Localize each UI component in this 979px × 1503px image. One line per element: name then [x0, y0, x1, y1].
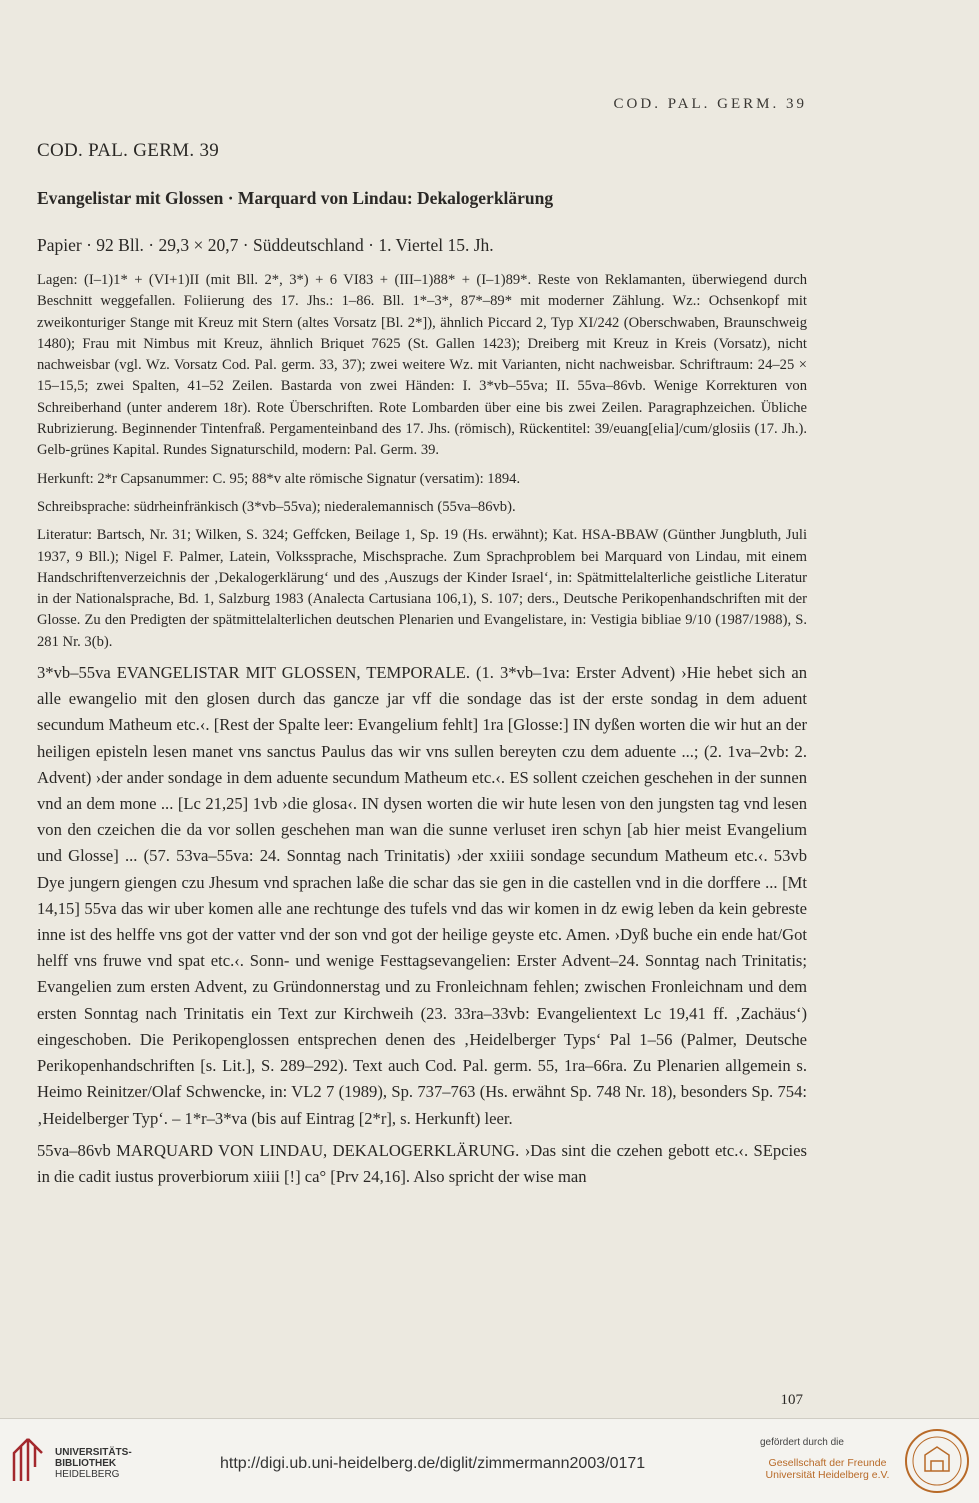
main-title: Evangelistar mit Glossen · Marquard von Lindau: Dekalogerklärung	[37, 188, 554, 208]
society-seal-icon	[903, 1427, 971, 1495]
code-title: COD. PAL. GERM. 39	[37, 140, 220, 161]
funded-by-label: gefördert durch die	[760, 1437, 844, 1448]
text-block	[37, 140, 807, 1196]
herkunft-paragraph: Herkunft: 2*r Capsanummer: C. 95; 88*v alte römische Signatur (versatim): 1894.	[37, 470, 521, 487]
library-logo-icon	[8, 1435, 48, 1485]
section-evangelistar: 3*vb–55va EVANGELISTAR MIT GLOSSEN, TEMPORALE. (1. 3*vb–1va: Erster Advent) ›Hie hebet sich an alle ewangelio mit den glosen durch das gancze jar vff die sondage das ist der erste sondag in dem aduent secundum Matheum etc.‹. [Rest der Spalte leer: Evangelium fehlt] 1ra [Glosse:] IN dyßen worten die wir hut an der heiligen episteln lesen manet vns sanctus Paulus das wir vns sullen bereyten czu dem aduente ...; (2. 1va–2vb: 2. Advent) ›der ander sondage in dem aduente secundum Matheum etc.‹. ES sollent czeichen geschehen in der sunnen vnd an dem mone ... [Lc 21,25] 1vb ›die glosa‹. IN dysen worten die wir hute lesen von den jungsten tag vnd lesen von den czeichen die da vor sollen geschehen man wan die sunne verluset iren schyn [ab hier meist Evangelium und Glosse] ... (57. 53va–55va: 24. Sonntag nach Trinitatis) ›der xxiiii sondage secundum Matheum etc.‹. 53vb Dye jungern giengen czu Jhesum vnd sprachen laße die schar das sie gen in die castellen vnd in die dorffere ... [Mt 14,15] 55va das wir uber komen alle ane rechtunge des tufels vnd das wir komen in dz ewig leben da kein gebreste inne ist des helffe vns got der vatter vnd der son vnd got der heilige geyste etc. Amen. ›Dyß buche ein ende hat/Got helff vns fruwe vnd spat etc.‹. Sonn- und wenige Festtagsevangelien: Erster Advent–24. Sonntag nach Trinitatis; Evangelien zum ersten Advent, zu Gründonnerstag und zu Fronleichnam fehlen; zwischen Fronleichnam und dem ersten Sonntag nach Trinitatis ein Text zur Kirchweih (23. 33ra–33vb: Evangelientext Lc 19,41 ff. ‚Zachäus‘) eingeschoben. Die Perikopenglossen entsprechen denen des ‚Heidelberger Typs‘ Pal 1–56 (Palmer, Deutsche Perikopenhandschriften [s. Lit.], S. 289–292). Text auch Cod. Pal. germ. 55, 1ra–66ra. Zu Plenarien allgemein s. Heimo Reinitzer/Olaf Schwencke, in: VL2 7 (1989), Sp. 737–763 (Hs. erwähnt Sp. 748 Nr. 18), besonders Sp. 754: ‚Heidelberger Typ‘. – 1*r–3*va (bis auf Eintrag [2*r], s. Herkunft) leer.	[37, 663, 807, 1128]
permalink-url[interactable]: http://digi.ub.uni-heidelberg.de/diglit/zimmermann2003/0171	[220, 1455, 646, 1472]
society-name: Gesellschaft der Freunde Universität Heidelberg e.V.	[765, 1457, 890, 1481]
footer-bar	[0, 1418, 979, 1503]
running-head: COD. PAL. GERM. 39	[613, 96, 807, 112]
lagen-paragraph: Lagen: (I–1)1* + (VI+1)II (mit Bll. 2*, 3*) + 6 VI83 + (III–1)88* + (I–1)89*. Reste von Reklamanten, überwiegend durch Beschnitt weggefallen. Foliierung des 17. Jhs.: 1–86. Bll. 1*–3*, 87*–89* mit moderner Zählung. Wz.: Ochsenkopf mit zweikonturiger Stange mit Kreuz mit Stern (altes Vorsatz [Bl. 2*]), ähnlich Piccard 2, Typ XI/242 (Oberschwaben, Braunschweig 1480); Frau mit Nimbus mit Kreuz, ähnlich Briquet 7625 (St. Gallen 1423); Dreiberg mit Kreuz in Kreis (Vorsatz), nicht nachweisbar (vgl. Wz. Vorsatz Cod. Pal. germ. 33, 37); zwei weitere Wz. mit Varianten, nicht nachweisbar. Schriftraum: 24–25 × 15–15,5; zwei Spalten, 41–52 Zeilen. Bastarda von zwei Händen: I. 3*vb–55va; II. 55va–86vb. Wenige Korrekturen von Schreiberhand (unter anderem 18r). Rote Überschriften. Rote Lombarden über eine bis zwei Zeilen. Paragraphzeichen. Übliche Rubrizierung. Beginnender Tintenfraß. Pergamenteinband des 17. Jhs. (römisch), Rückentitel: 39/euang[elia]/cum/glosiis (17. Jh.). Gelb-grünes Kapital. Rundes Signaturschild, modern: Pal. Germ. 39.	[37, 272, 807, 459]
literatur-paragraph: Literatur: Bartsch, Nr. 31; Wilken, S. 324; Geffcken, Beilage 1, Sp. 19 (Hs. erwähnt); Kat. HSA-BBAW (Günther Jungbluth, Juli 1937, 9 Bll.); Nigel F. Palmer, Latein, Volkssprache, Mischsprache. Zum Sprachproblem bei Marquard von Lindau, mit einem Handschriftenverzeichnis der ‚Dekalogerklärung‘ und des ‚Auszugs der Kinder Israel‘, in: Spätmittelalterliche geistliche Literatur in der Nationalsprache, Bd. 1, Salzburg 1983 (Analecta Cartusiana 106,1), S. 107; ders., Deutsche Perikopenhandschriften mit der Glosse. Zu den Predigten der spätmittelalterlichen deutschen Plenarien und Evangelistare, in: Vestigia bibliae 9/10 (1987/1988), S. 281 Nr. 3(b).	[37, 527, 807, 650]
physical-description: Papier · 92 Bll. · 29,3 × 20,7 · Süddeutschland · 1. Viertel 15. Jh.	[37, 235, 494, 255]
page-number: 107	[780, 1392, 803, 1408]
section-dekalogerklaerung: 55va–86vb MARQUARD VON LINDAU, DEKALOGERKLÄRUNG. ›Das sint die czehen gebott etc.‹. SEpcies in die cadit iustus proverbiorum xiiii [!] ca° [Prv 24,16]. Also spricht der wise man	[37, 1140, 807, 1186]
library-name: UNIVERSITÄTS- BIBLIOTHEK HEIDELBERG	[55, 1447, 132, 1480]
schreibsprache-paragraph: Schreibsprache: südrheinfränkisch (3*vb–55va); niederalemannisch (55va–86vb).	[37, 498, 516, 515]
